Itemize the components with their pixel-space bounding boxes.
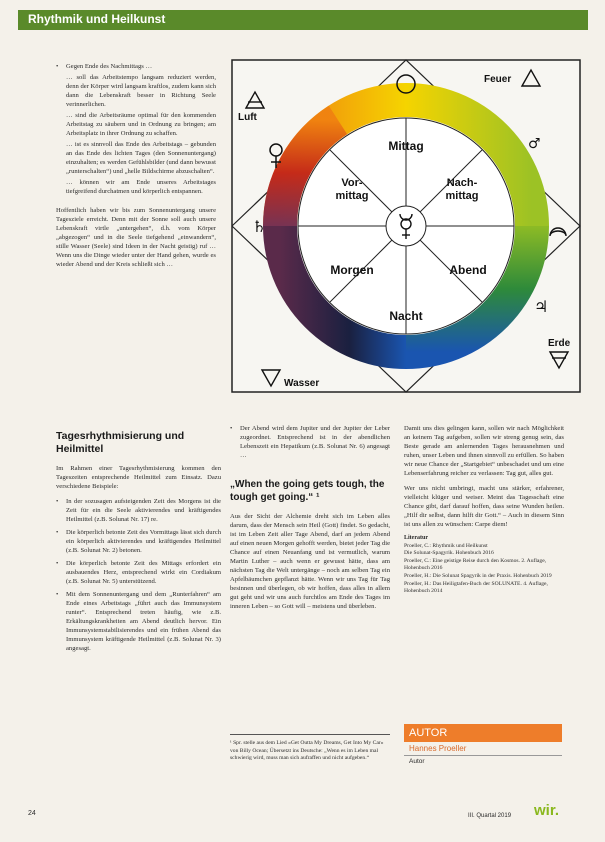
literature-item: Proeller, C.: Rhythmik und Heilkunst (404, 542, 488, 549)
literature-heading: Literatur (404, 535, 428, 541)
sub-item: … ist es sinnvoll das Ende des Arbeitstags – gebunden an das Ende des lichten Tages (den Sonnenuntergang) einzuhalten; es werden Gefühlsbilder (und dann bewusst „runterschalten“) und „helle Bildschirme abzuschalten“. (66, 141, 216, 175)
section-header (18, 10, 588, 30)
quote-heading: „When the going gets tough, the tough get going.“ ¹ (230, 479, 385, 503)
day-cycle-diagram (228, 56, 584, 398)
label-abend: Abend (449, 263, 487, 277)
middle-paragraph: Aus der Sicht der Alchemie dreht sich im Leben alles darum, dass der Mensch sein Heil (Gott) findet. So gedacht, ist im Leben Zeit aller Tage Abend, darf an jedem Abend auf einen neuen Morgen gehofft werden, bietet jeder Tag die Chance auf einen Neuanfang und ist vermutlich, warum Martin Luther – auch wenn er gewusst hätte, dass am nächsten Tag die Welt untergänge – noch am selben Tag ein Apfelbäumchen gepflanzt hätte. Wenn wir uns Tag für Tag besinnen und überlegen, ob wir hoffen, dass alles in allem gut geht und wir uns auch furchtlos am Ende des Tages im inneren Leben – so Gott will – meistens und überleben. (230, 513, 390, 610)
jupiter-bullet: • Der Abend wird dem Jupiter und der Jupiter der Leber zugeordnet. Entsprechend ist in der abendlichen Lebenszeit ein Hepatikum (z.B. Solunat Nr. 6) angesagt … (230, 424, 390, 460)
mars-icon: ♂ (528, 136, 541, 152)
jupiter-icon: ♃ (534, 297, 549, 316)
left-column-top (56, 62, 216, 275)
label-morgen: Morgen (330, 263, 374, 277)
left-paragraph: Hoffentlich haben wir bis zum Sonnenuntergang unsere Tagesziele erreicht. Denn mit der Sonne soll auch unsere Lebenskraft virtle „untergehen“, d.h. vom Körper „abgezogen“ und in die Seele tiefgehend „einwandern“, stille Wasser (Seele) sind Ideen in der Nacht geistig) ruf … Wenn uns die Dinge wieder unter der Hand gehen, wurde es wieder Abend und der Kreis schließt sich … (56, 207, 216, 268)
label-feuer: Feuer (484, 74, 512, 85)
intro-bullet: • Gegen Ende des Nachmittags … (56, 62, 216, 71)
sub-item: … sind die Arbeitsräume optimal für den kommenden Arbeitstag zu säubern und in Ordnung zu bringen; am Arbeitsplatz in ihrer Ordnung zu schaffen. (66, 112, 216, 137)
label-mittag: Mittag (388, 139, 424, 153)
remedy-bullet: • In der sozusagen aufsteigenden Zeit des Morgens ist die Zeit für ein die Seele aktivierendes und kräftigendes Heilmittel (z.B. Solunat Nr. 17) re. (56, 497, 221, 524)
sub-item: … können wir am Ende unseres Arbeitstages tiefgreifend durchatmen und körperlich entspannen. (66, 179, 216, 195)
author-role: Autor (409, 758, 425, 765)
right-paragraph-2: Wer uns nicht umbringt, macht uns stärker, erfahrener, vielleicht klüger und weiser. Meint das Tagesschaft eine Chance gibt, darf darauf hoffen, dass seine Wunden heilen. „Hilf dir selbst, dann hilft dir Gott.“ – Auch in diesem Sinn ist uns allen zu wünschen: Carpe diem! (404, 485, 564, 528)
author-name: Hannes Proeller (404, 742, 562, 756)
literature (404, 535, 564, 596)
page-number: 24 (28, 810, 36, 817)
section-title: Rhythmik und Heilkunst (28, 12, 166, 26)
footnote-divider (230, 734, 390, 735)
footnote: ¹ Spr. stelle aus dem Lied »Get Outta My Dreams, Get Into My Car« von Billy Ocean; Übersetzt ins Deutsche: „Wenn es im Leben mal schwierig wird, muss man sich aufraffen und nicht aufgeben.“ (230, 740, 384, 761)
remedy-bullet: • Die körperlich betonte Zeit des Vormittags lässt sich durch ein körperlich aktivierendes und kräftigendes Heilmittel (z.B. Solunat Nr. 2) betonen. (56, 528, 221, 555)
literature-item: Proeller, C.: Eine geistige Reise durch den Kosmos. 2. Auflage, Hohenbuch 2016 (404, 557, 547, 572)
remedy-bullet: • Die körperlich betonte Zeit des Mittags erfordert ein ausbauendes Herz, entsprechend wirkt ein Cordiakum (z.B. Solunat Nr. 5) unterstützend. (56, 559, 221, 586)
author-label: AUTOR (404, 724, 562, 742)
center-circle (386, 206, 426, 246)
literature-item: Proeller, H.: Die Solunat Spagyrik in der Praxis. Hohenbuch 2019 (404, 572, 552, 579)
right-paragraph-1: Damit uns dies gelingen kann, sollen wir nach Möglichkeit an keinem Tag aufgeben, sollen wir streng genug sein, das Beste gerade am anlernenden Tages herausnehmen und ruhen, unser Leben und ihnen sinnvoll zu erfüllen. So haben wir neue Chance der „Startgebiet“ unbeschadet und um eine Lebenserfahrung reicher zu verlassen: Tag gut, alles gut. (404, 425, 564, 477)
middle-column (230, 424, 390, 617)
section-heading: Tagesrhythmisierung und Heilmittel (56, 430, 185, 455)
literature-item: Proeller, H.: Das Heiligtafen-Buch der SOLUNATE. 4. Auflage, Hohenbuch 2014 (404, 580, 548, 595)
sub-item: … soll das Arbeitstempo langsam reduziert werden, denn der Körper wird langsam kraftlos, zudem kann sich dann die Lebenskraft besser in Richtung Seele verinnerlichen. (66, 74, 216, 108)
label-nacht: Nacht (389, 309, 423, 323)
literature-item: Die Solunat-Spagyrik. Hohenbuch 2016 (404, 550, 494, 557)
issue-label: III. Quartal 2019 (468, 813, 512, 819)
label-luft: Luft (238, 112, 257, 123)
label-wasser: Wasser (284, 378, 320, 389)
saturn-icon: ♄ (252, 217, 267, 236)
heading-intro: Im Rahmen einer Tagesrhythmisierung kommen den Tageszeiten entsprechende Heilmittel zum Einsatz. Dazu verschiedene Beispiele: (56, 465, 221, 490)
label-vormittag: Vor-mittag (335, 177, 369, 202)
label-erde: Erde (548, 338, 571, 349)
right-column (404, 424, 564, 596)
left-column-bottom (56, 430, 221, 655)
author-box (404, 724, 562, 767)
brand-logo: wir. (534, 802, 560, 819)
label-nachmittag: Nach-mittag (445, 177, 479, 202)
remedy-bullet: • Mit dem Sonnenuntergang und dem „Runterfahren“ am Ende eines Arbeitstags „führt auch das Immunsystem runter“. Entsprechend treten häufig, wie z.B. Erkältungskrankheiten am Abend deutlich hervor. Ein Immunsystemstabilisierendes und ein frühen Abend das Immunsystem kräftigende Heilmittel (z.B. Solunat Nr. 3) angesagt. (56, 590, 221, 653)
